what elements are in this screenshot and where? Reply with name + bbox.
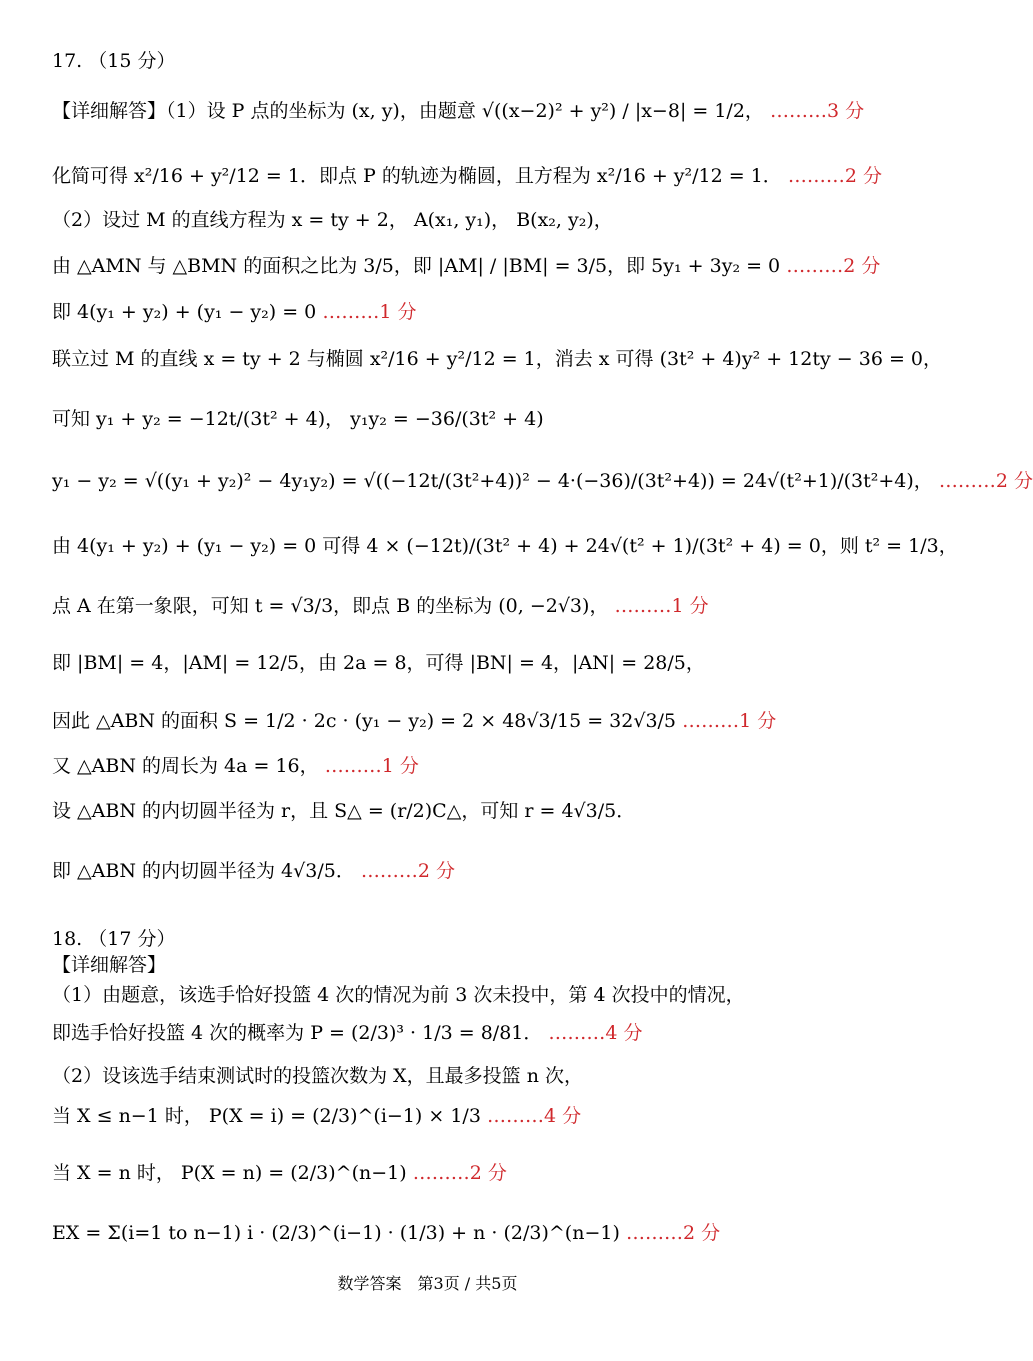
problem-17-header: 17. （15 分） (52, 50, 176, 72)
p17-line-12: 因此 △ABN 的面积 S = 1/2 · 2c · (y₁ − y₂) = 2 × 48√3/15 = 32√3/5 ………1 分 (52, 710, 777, 732)
score-mark: ………1 分 (324, 755, 419, 777)
problem-18-header: 18. （17 分） (52, 928, 176, 950)
score-mark: ………4 分 (486, 1105, 582, 1127)
score-mark: ………1 分 (322, 301, 417, 323)
score-mark: ………2 分 (938, 470, 1033, 492)
p18-line-6: 当 X = n 时， P(X = n) = (2/3)^(n−1) ………2 分 (52, 1162, 507, 1184)
page-footer: 数学答案 第3页 / 共5页 (337, 1274, 518, 1293)
score-mark: ………3 分 (769, 100, 865, 122)
p17-line-9: 由 4(y₁ + y₂) + (y₁ − y₂) = 0 可得 4 × (−12t)/(3t² + 4) + 24√(t² + 1)/(3t² + 4) = 0，则 t² = 1/3， (52, 535, 958, 557)
p17-line-5: 即 4(y₁ + y₂) + (y₁ − y₂) = 0 ………1 分 (52, 301, 417, 323)
p17-line-4: 由 △AMN 与 △BMN 的面积之比为 3/5，即 |AM| / |BM| = 3/5，即 5y₁ + 3y₂ = 0 ………2 分 (52, 255, 881, 277)
p18-line-1: 【详细解答】 (52, 954, 167, 976)
p17-line-7: 可知 y₁ + y₂ = −12t/(3t² + 4)， y₁y₂ = −36/(3t² + 4) (52, 408, 544, 430)
score-mark: ………2 分 (360, 860, 456, 882)
p17-line-13: 又 △ABN 的周长为 4a = 16， ………1 分 (52, 755, 419, 777)
score-mark: ………2 分 (786, 255, 881, 277)
score-mark: ………2 分 (412, 1162, 507, 1184)
p17-line-8: y₁ − y₂ = √((y₁ + y₂)² − 4y₁y₂) = √((−12t/(3t²+4))² − 4·(−36)/(3t²+4)) = 24√(t²+1)/(3t²+4)， ………2 分 (52, 470, 1033, 492)
p17-line-14: 设 △ABN 的内切圆半径为 r，且 S△ = (r/2)C△，可知 r = 4√3/5． (52, 800, 636, 822)
p18-line-5: 当 X ≤ n−1 时， P(X = i) = (2/3)^(i−1) × 1/3 ………4 分 (52, 1105, 582, 1127)
score-mark: ………1 分 (682, 710, 777, 732)
p17-line-11: 即 |BM| = 4，|AM| = 12/5，由 2a = 8，可得 |BN| = 4，|AN| = 28/5， (52, 652, 705, 674)
p17-line-1: 【详细解答】（1）设 P 点的坐标为 (x, y)，由题意 √((x−2)² + y²) / |x−8| = 1/2， ………3 分 (52, 100, 865, 122)
p18-line-4: （2）设该选手结束测试时的投篮次数为 X，且最多投篮 n 次， (52, 1065, 583, 1087)
p17-line-6: 联立过 M 的直线 x = ty + 2 与椭圆 x²/16 + y²/12 = 1，消去 x 可得 (3t² + 4)y² + 12ty − 36 = 0， (52, 348, 942, 370)
p17-line-10: 点 A 在第一象限，可知 t = √3/3，即点 B 的坐标为 (0, −2√3)， ………1 分 (52, 595, 709, 617)
score-mark: ………2 分 (787, 165, 882, 187)
p18-line-2: （1）由题意，该选手恰好投篮 4 次的情况为前 3 次未投中，第 4 次投中的情况， (52, 984, 745, 1006)
p18-line-7: EX = Σ(i=1 to n−1) i · (2/3)^(i−1) · (1/3) + n · (2/3)^(n−1) ………2 分 (52, 1222, 721, 1244)
p17-line-15: 即 △ABN 的内切圆半径为 4√3/5． ………2 分 (52, 860, 456, 882)
score-mark: ………4 分 (548, 1022, 643, 1044)
score-mark: ………1 分 (614, 595, 709, 617)
p18-line-3: 即选手恰好投篮 4 次的概率为 P = (2/3)³ · 1/3 = 8/81． ………4 分 (52, 1022, 643, 1044)
score-mark: ………2 分 (625, 1222, 721, 1244)
p17-line-2: 化简可得 x²/16 + y²/12 = 1．即点 P 的轨迹为椭圆，且方程为 x²/16 + y²/12 = 1． ………2 分 (52, 165, 882, 187)
p17-line-3: （2）设过 M 的直线方程为 x = ty + 2， A(x₁, y₁)， B(x₂, y₂)， (52, 209, 613, 231)
